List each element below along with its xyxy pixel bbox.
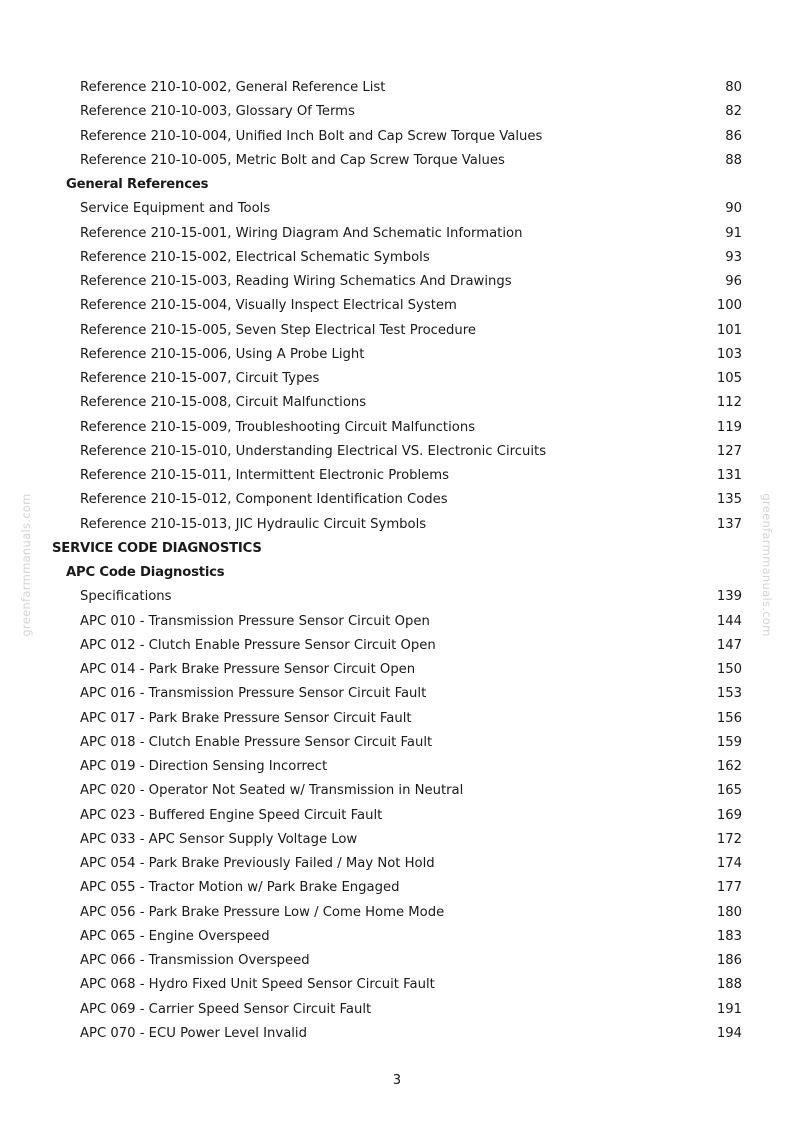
toc-entry-page: 100	[716, 298, 742, 314]
toc-entry[interactable]	[0, 149, 794, 173]
toc-entry-page: 96	[725, 274, 742, 289]
toc-entry-page: 159	[716, 734, 742, 750]
toc-entry-title: Reference 210-15-012, Component Identification Codes	[80, 492, 448, 508]
toc-entry-title: Reference 210-15-004, Visually Inspect Electrical System	[80, 298, 457, 314]
toc-entry[interactable]	[0, 779, 794, 803]
toc-entry-title: Reference 210-15-013, JIC Hydraulic Circuit Symbols	[80, 516, 427, 532]
toc-entry[interactable]	[0, 804, 794, 828]
table-of-contents	[0, 76, 794, 1046]
toc-entry-page: 156	[716, 710, 742, 726]
toc-entry[interactable]	[0, 100, 794, 124]
toc-entry-title: APC 070 - ECU Power Level Invalid	[80, 1025, 307, 1041]
toc-entry-page: 147	[716, 637, 742, 653]
toc-entry[interactable]	[0, 222, 794, 246]
toc-entry-page: 80	[725, 80, 742, 95]
toc-entry-page: 139	[716, 589, 742, 605]
toc-entry-title: Reference 210-10-004, Unified Inch Bolt and Cap Screw Torque Values	[80, 128, 543, 144]
toc-entry-page: 194	[716, 1025, 742, 1041]
toc-entry[interactable]	[0, 828, 794, 852]
toc-entry-title: SERVICE CODE DIAGNOSTICS	[52, 540, 262, 556]
watermark-left: greenfarmmanuals.com	[19, 493, 33, 637]
toc-entry[interactable]	[0, 585, 794, 609]
toc-entry-title: APC 018 - Clutch Enable Pressure Sensor Circuit Fault	[80, 734, 433, 750]
toc-entry[interactable]	[0, 343, 794, 367]
toc-entry[interactable]	[0, 416, 794, 440]
toc-entry-page: 150	[716, 662, 742, 677]
toc-entry-page: 186	[716, 953, 742, 968]
toc-entry-page: 105	[716, 371, 742, 386]
toc-entry[interactable]	[0, 464, 794, 488]
toc-entry-page: 169	[716, 807, 742, 823]
toc-entry-page: 180	[716, 904, 742, 920]
toc-entry-page: 165	[716, 783, 742, 799]
toc-entry-title: Reference 210-15-010, Understanding Electrical VS. Electronic Circuits	[80, 443, 547, 459]
toc-entry-page: 172	[716, 831, 742, 847]
toc-entry[interactable]	[0, 513, 794, 537]
toc-entry-title: Reference 210-15-008, Circuit Malfunctions	[80, 395, 367, 411]
toc-section-heading[interactable]	[0, 561, 794, 585]
toc-entry-page: 177	[716, 880, 742, 896]
toc-entry[interactable]	[0, 901, 794, 925]
toc-entry[interactable]	[0, 973, 794, 997]
toc-entry[interactable]	[0, 998, 794, 1022]
toc-entry-page: 82	[725, 104, 742, 120]
toc-entry-title: APC 010 - Transmission Pressure Sensor Circuit Open	[80, 613, 430, 629]
toc-entry-page: 103	[716, 346, 742, 362]
toc-entry-page: 153	[716, 686, 742, 702]
toc-entry-title: Reference 210-15-003, Reading Wiring Schematics And Drawings	[80, 274, 512, 289]
toc-entry[interactable]	[0, 440, 794, 464]
toc-entry-page: 162	[716, 759, 742, 774]
toc-entry-title: Reference 210-15-001, Wiring Diagram And Schematic Information	[80, 225, 523, 241]
toc-entry-page: 119	[716, 419, 742, 435]
toc-entry-page: 88	[725, 152, 742, 168]
toc-entry[interactable]	[0, 294, 794, 318]
toc-entry[interactable]	[0, 707, 794, 731]
toc-entry-title: APC 055 - Tractor Motion w/ Park Brake Engaged	[80, 880, 400, 896]
toc-entry[interactable]	[0, 391, 794, 415]
toc-entry[interactable]	[0, 731, 794, 755]
toc-entry-title: Reference 210-15-005, Seven Step Electrical Test Procedure	[80, 322, 477, 338]
toc-entry-title: Reference 210-15-002, Electrical Schematic Symbols	[80, 249, 430, 265]
toc-entry[interactable]	[0, 76, 794, 100]
toc-entry-page: 183	[716, 928, 742, 944]
toc-entry[interactable]	[0, 852, 794, 876]
toc-entry-page: 101	[716, 322, 742, 338]
toc-entry-title: APC 020 - Operator Not Seated w/ Transmission in Neutral	[80, 783, 464, 799]
toc-entry-title: General References	[66, 177, 209, 192]
toc-entry-page: 135	[716, 492, 742, 508]
toc-entry-title: Reference 210-10-003, Glossary Of Terms	[80, 104, 355, 120]
toc-entry-page: 112	[716, 395, 742, 411]
toc-entry[interactable]	[0, 755, 794, 779]
toc-entry[interactable]	[0, 367, 794, 391]
toc-entry-page: 188	[716, 977, 742, 993]
toc-entry[interactable]	[0, 246, 794, 270]
toc-entry-title: Specifications	[80, 589, 172, 605]
toc-entry-title: APC 065 - Engine Overspeed	[80, 928, 270, 944]
toc-entry-title: APC 012 - Clutch Enable Pressure Sensor Circuit Open	[80, 637, 436, 653]
toc-entry-title: APC 033 - APC Sensor Supply Voltage Low	[80, 831, 358, 847]
toc-entry-title: Service Equipment and Tools	[80, 201, 271, 217]
toc-entry-title: APC 069 - Carrier Speed Sensor Circuit Fault	[80, 1001, 372, 1017]
toc-entry[interactable]	[0, 925, 794, 949]
toc-entry[interactable]	[0, 197, 794, 221]
toc-entry-title: APC 019 - Direction Sensing Incorrect	[80, 759, 328, 774]
toc-entry-title: Reference 210-15-007, Circuit Types	[80, 371, 320, 386]
toc-entry[interactable]	[0, 1022, 794, 1046]
toc-entry[interactable]	[0, 634, 794, 658]
toc-entry[interactable]	[0, 949, 794, 973]
toc-entry[interactable]	[0, 319, 794, 343]
toc-entry-title: APC 056 - Park Brake Pressure Low / Come Home Mode	[80, 904, 445, 920]
toc-entry[interactable]	[0, 270, 794, 294]
toc-entry-title: APC 066 - Transmission Overspeed	[80, 953, 310, 968]
toc-entry-title: Reference 210-10-002, General Reference List	[80, 80, 386, 95]
toc-entry-page: 127	[716, 443, 742, 459]
toc-entry-title: APC 014 - Park Brake Pressure Sensor Circuit Open	[80, 662, 416, 677]
toc-entry-page: 131	[716, 468, 742, 483]
toc-entry-title: APC 017 - Park Brake Pressure Sensor Circuit Fault	[80, 710, 412, 726]
toc-entry[interactable]	[0, 658, 794, 682]
toc-entry-title: Reference 210-15-011, Intermittent Electronic Problems	[80, 468, 450, 483]
toc-entry-page: 91	[725, 225, 742, 241]
toc-entry-page: 174	[716, 856, 742, 871]
toc-entry[interactable]	[0, 125, 794, 149]
toc-entry[interactable]	[0, 682, 794, 706]
toc-chapter-heading[interactable]	[0, 537, 794, 561]
toc-entry[interactable]	[0, 610, 794, 634]
watermark-right: greenfarmmanuals.com	[760, 493, 774, 637]
toc-entry-page: 86	[725, 128, 742, 144]
toc-entry-page: 137	[716, 516, 742, 532]
toc-section-heading[interactable]	[0, 173, 794, 197]
toc-entry-title: APC 016 - Transmission Pressure Sensor Circuit Fault	[80, 686, 427, 702]
toc-entry-page: 90	[725, 201, 742, 217]
toc-entry-title: APC 054 - Park Brake Previously Failed / May Not Hold	[80, 856, 435, 871]
toc-entry-page: 144	[716, 613, 742, 629]
toc-entry-title: APC 068 - Hydro Fixed Unit Speed Sensor Circuit Fault	[80, 977, 435, 993]
toc-entry[interactable]	[0, 876, 794, 900]
toc-entry-title: APC Code Diagnostics	[66, 565, 225, 580]
toc-entry-title: APC 023 - Buffered Engine Speed Circuit Fault	[80, 807, 383, 823]
page-number: 3	[392, 1073, 402, 1088]
toc-entry-title: Reference 210-15-009, Troubleshooting Circuit Malfunctions	[80, 419, 476, 435]
toc-entry[interactable]	[0, 488, 794, 512]
toc-entry-page: 191	[716, 1001, 742, 1017]
toc-entry-title: Reference 210-15-006, Using A Probe Light	[80, 346, 365, 362]
toc-entry-page: 93	[725, 249, 742, 265]
toc-entry-title: Reference 210-10-005, Metric Bolt and Cap Screw Torque Values	[80, 152, 505, 168]
